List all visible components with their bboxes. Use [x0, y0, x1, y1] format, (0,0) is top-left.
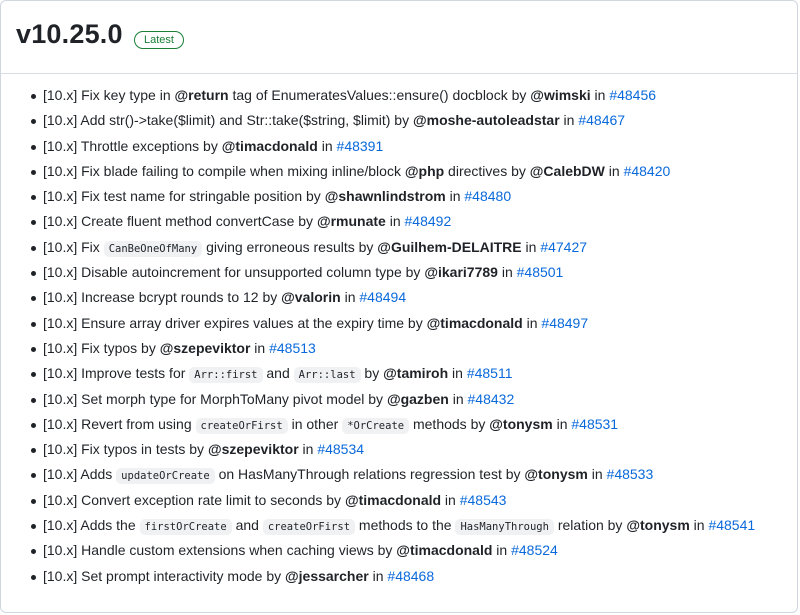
note-text: [10.x] Handle custom extensions when caching views by	[43, 542, 397, 559]
note-text: [10.x] Adds the	[43, 517, 140, 534]
release-header	[1, 1, 797, 74]
pull-request-link[interactable]: #48456	[609, 87, 657, 103]
release-note-item	[43, 437, 800, 462]
note-text: [10.x] Revert from using	[43, 415, 196, 432]
release-note-item	[43, 513, 800, 538]
release-notes-list	[1, 83, 800, 589]
author-link[interactable]: @tonysm	[524, 466, 588, 483]
release-note-item	[43, 462, 800, 487]
note-text: [10.x] Fix typos in tests by	[43, 441, 208, 458]
release-note-item	[43, 235, 800, 260]
note-text: in	[492, 542, 512, 559]
inline-code: updateOrCreate	[116, 468, 215, 484]
author-link[interactable]: @timacdonald	[221, 137, 318, 154]
author-link[interactable]: @moshe-autoleadstar	[412, 112, 560, 129]
note-text: in	[298, 441, 318, 458]
release-note-item	[43, 285, 800, 310]
note-text: in	[604, 162, 624, 179]
note-text: and	[231, 517, 263, 534]
author-link[interactable]: @ikari7789	[424, 264, 498, 281]
release-note-item	[43, 209, 800, 234]
release-note-item	[43, 83, 800, 108]
author-link[interactable]: @timacdonald	[344, 491, 442, 508]
note-text: [10.x] Create fluent method convertCase by	[43, 213, 317, 230]
note-text: [10.x] Throttle exceptions by	[43, 137, 222, 154]
latest-badge: Latest	[134, 31, 184, 49]
inline-code: Arr::first	[189, 367, 262, 383]
note-text: [10.x] Fix blade failing to compile when mixing inline/block	[43, 162, 405, 179]
pull-request-link[interactable]: #48534	[317, 441, 365, 458]
release-note-item	[43, 488, 800, 513]
release-note-item	[43, 159, 800, 184]
note-text: [10.x] Fix	[43, 238, 104, 255]
note-text: tag of EnumeratesValues::ensure() docblock by	[228, 87, 531, 103]
author-link[interactable]: @szepeviktor	[159, 339, 251, 356]
inline-code: HasManyThrough	[455, 519, 554, 535]
author-link[interactable]: @Guilhem-DELAITRE	[377, 238, 522, 255]
note-text: in	[441, 491, 460, 508]
note-text: [10.x] Add str()->take($limit) and Str::take($string, $limit) by	[43, 112, 413, 129]
note-text: in	[368, 567, 388, 584]
pull-request-link[interactable]: #48467	[578, 112, 626, 129]
pull-request-link[interactable]: #48543	[459, 491, 507, 508]
note-text: in	[552, 415, 572, 432]
author-link[interactable]: @valorin	[281, 289, 341, 306]
release-note-item	[43, 260, 800, 285]
note-text: on HasManyThrough relations regression test by	[214, 466, 525, 483]
release-note-item	[43, 361, 800, 386]
note-text: [10.x] Ensure array driver expires values at the expiry time by	[43, 314, 427, 331]
pull-request-link[interactable]: #48501	[516, 264, 564, 281]
pull-request-link[interactable]: #48511	[466, 365, 513, 382]
inline-code: Arr::last	[294, 367, 361, 383]
mention-text: @return	[174, 87, 229, 103]
release-title[interactable]: v10.25.0	[16, 19, 123, 49]
author-link[interactable]: @wimski	[530, 87, 591, 103]
note-text: [10.x] Set prompt interactivity mode by	[43, 567, 285, 584]
note-text: [10.x] Increase bcrypt rounds to 12 by	[43, 289, 282, 306]
note-text: relation by	[553, 517, 627, 534]
pull-request-link[interactable]: #48492	[404, 213, 452, 230]
note-text: methods by	[409, 415, 490, 432]
note-text: in other	[287, 415, 343, 432]
pull-request-link[interactable]: #48468	[387, 567, 435, 584]
note-text: in	[250, 339, 270, 356]
note-text: [10.x] Adds	[43, 466, 117, 483]
note-text: in	[497, 264, 517, 281]
release-note-item	[43, 184, 800, 209]
note-text: in	[448, 365, 467, 382]
note-text: in	[587, 466, 607, 483]
note-text: by	[360, 365, 384, 382]
pull-request-link[interactable]: #48533	[606, 466, 654, 483]
note-text: in	[445, 188, 465, 205]
author-link[interactable]: @tamiroh	[383, 365, 449, 382]
pull-request-link[interactable]: #48541	[708, 517, 756, 534]
inline-code: createOrFirst	[263, 519, 355, 535]
pull-request-link[interactable]: #48480	[464, 188, 512, 205]
note-text: [10.x] Fix key type in	[43, 87, 175, 103]
author-link[interactable]: @tonysm	[626, 517, 690, 534]
author-link[interactable]: @timacdonald	[396, 542, 493, 559]
author-link[interactable]: @tonysm	[489, 415, 553, 432]
inline-code: firstOrCreate	[140, 519, 232, 535]
pull-request-link[interactable]: #48494	[359, 289, 407, 306]
release-note-item	[43, 564, 800, 589]
pull-request-link[interactable]: #48513	[269, 339, 316, 356]
release-note-item	[43, 387, 800, 412]
author-link[interactable]: @timacdonald	[426, 314, 523, 331]
note-text: [10.x] Convert exception rate limit to seconds by	[43, 491, 345, 508]
note-text: [10.x] Set morph type for MorphToMany pivot model by	[43, 390, 387, 407]
note-text: and	[262, 365, 294, 382]
note-text: [10.x] Fix typos by	[43, 339, 160, 356]
note-text: in	[689, 517, 709, 534]
note-text: directives by	[444, 162, 530, 179]
pull-request-link[interactable]: #48391	[336, 137, 384, 154]
release-note-item	[43, 336, 800, 361]
note-text: [10.x] Improve tests for	[43, 365, 190, 382]
author-link[interactable]: @CalebDW	[529, 162, 605, 179]
inline-code: *OrCreate	[342, 418, 409, 434]
author-link[interactable]: @gazben	[386, 390, 449, 407]
mention-text: @php	[404, 162, 445, 179]
release-note-item	[43, 134, 800, 159]
author-link[interactable]: @rmunate	[316, 213, 386, 230]
author-link[interactable]: @shawnlindstrom	[324, 188, 446, 205]
note-text: in	[590, 87, 610, 103]
release-note-item	[43, 108, 800, 133]
pull-request-link[interactable]: #48420	[623, 162, 671, 179]
inline-code: CanBeOneOfMany	[104, 241, 203, 257]
note-text: in	[522, 314, 542, 331]
inline-code: createOrFirst	[196, 418, 288, 434]
pull-request-link[interactable]: #48524	[511, 542, 558, 559]
note-text: methods to the	[355, 517, 456, 534]
pull-request-link[interactable]: #48531	[571, 415, 619, 432]
note-text: [10.x] Disable autoincrement for unsupported column type by	[43, 264, 425, 281]
release-note-item	[43, 412, 800, 437]
release-note-item	[43, 538, 800, 563]
pull-request-link[interactable]: #47427	[540, 238, 588, 255]
release-note-item	[43, 311, 800, 336]
author-link[interactable]: @szepeviktor	[207, 441, 299, 458]
note-text: giving erroneous results by	[202, 238, 378, 255]
note-text: [10.x] Fix test name for stringable position by	[43, 188, 325, 205]
note-text: in	[559, 112, 579, 129]
pull-request-link[interactable]: #48432	[467, 390, 515, 407]
note-text: in	[340, 289, 360, 306]
author-link[interactable]: @jessarcher	[285, 567, 369, 584]
note-text: in	[448, 390, 468, 407]
note-text: in	[521, 238, 541, 255]
note-text: in	[385, 213, 405, 230]
note-text: in	[317, 137, 337, 154]
pull-request-link[interactable]: #48497	[541, 314, 589, 331]
